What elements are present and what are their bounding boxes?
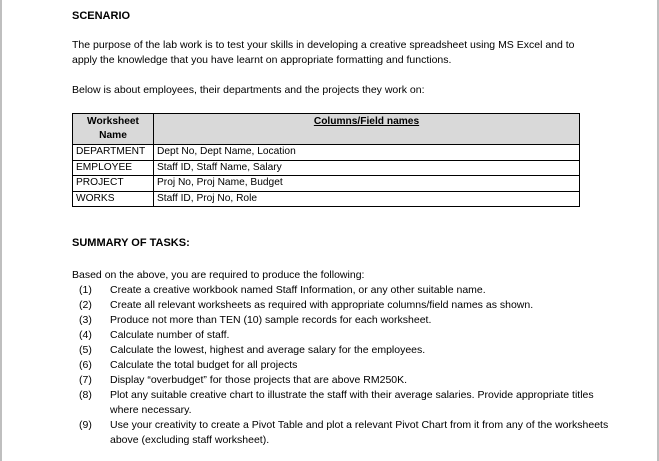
task-item [72,418,612,448]
table-row [73,191,580,207]
task-item [72,298,612,313]
task-number: (3) [79,314,92,326]
worksheet-table [72,113,580,207]
task-text: Create a creative workbook named Staff Information, or any other suitable name. [110,284,486,296]
task-text: Calculate the total budget for all projects [110,359,298,371]
cell-fields: Staff ID, Proj No, Role [154,191,580,207]
task-item [72,358,612,373]
task-number: (4) [79,329,92,341]
scenario-heading: SCENARIO [72,10,131,22]
cell-worksheet: PROJECT [73,176,154,192]
cell-worksheet: EMPLOYEE [73,160,154,176]
task-item [72,313,612,328]
below-text: Below is about employees, their departments and the projects they work on: [72,84,425,96]
task-number: (5) [79,344,92,356]
cell-fields: Proj No, Proj Name, Budget [154,176,580,192]
task-text: Calculate the lowest, highest and average salary for the employees. [110,344,426,356]
task-text: Calculate number of staff. [110,329,230,341]
intro-line-1: The purpose of the lab work is to test your skills in developing a creative spreadsheet using MS Excel and to [72,39,575,51]
task-list [72,283,612,448]
header-columns-field-names [154,114,580,145]
task-text: Create all relevant worksheets as required with appropriate columns/field names as shown. [110,299,534,311]
cell-fields: Dept No, Dept Name, Location [154,145,580,161]
task-item [72,373,612,388]
based-text: Based on the above, you are required to produce the following: [72,269,365,281]
intro-line-2: apply the knowledge that you have learnt on appropriate formatting and functions. [72,54,452,66]
summary-heading: SUMMARY OF TASKS: [72,237,190,249]
table-row [73,160,580,176]
task-text: Produce not more than TEN (10) sample records for each worksheet. [110,314,432,326]
task-number: (1) [79,284,92,296]
task-item [72,388,612,418]
cell-fields: Staff ID, Staff Name, Salary [154,160,580,176]
task-text: Display “overbudget” for those projects that are above RM250K. [110,374,408,386]
task-number: (8) [79,389,92,401]
task-item [72,343,612,358]
task-item [72,328,612,343]
page-edge-left [0,0,2,461]
table-row [73,176,580,192]
task-number: (9) [79,419,92,431]
task-text: Use your creativity to create a Pivot Table and plot a relevant Pivot Chart from it from any of the worksheets above (excluding staff worksheet). [110,419,609,446]
task-number: (7) [79,374,92,386]
task-text: Plot any suitable creative chart to illustrate the staff with their average salaries. Provide appropriate titles where necessary. [110,389,594,416]
cell-worksheet: WORKS [73,191,154,207]
header-worksheet-name: Worksheet Name [73,114,154,145]
table-row [73,145,580,161]
header-columns-field-names-text: Columns/Field names [313,116,420,127]
cell-worksheet: DEPARTMENT [73,145,154,161]
table-header-row [73,114,580,145]
task-item [72,283,612,298]
task-number: (6) [79,359,92,371]
task-number: (2) [79,299,92,311]
